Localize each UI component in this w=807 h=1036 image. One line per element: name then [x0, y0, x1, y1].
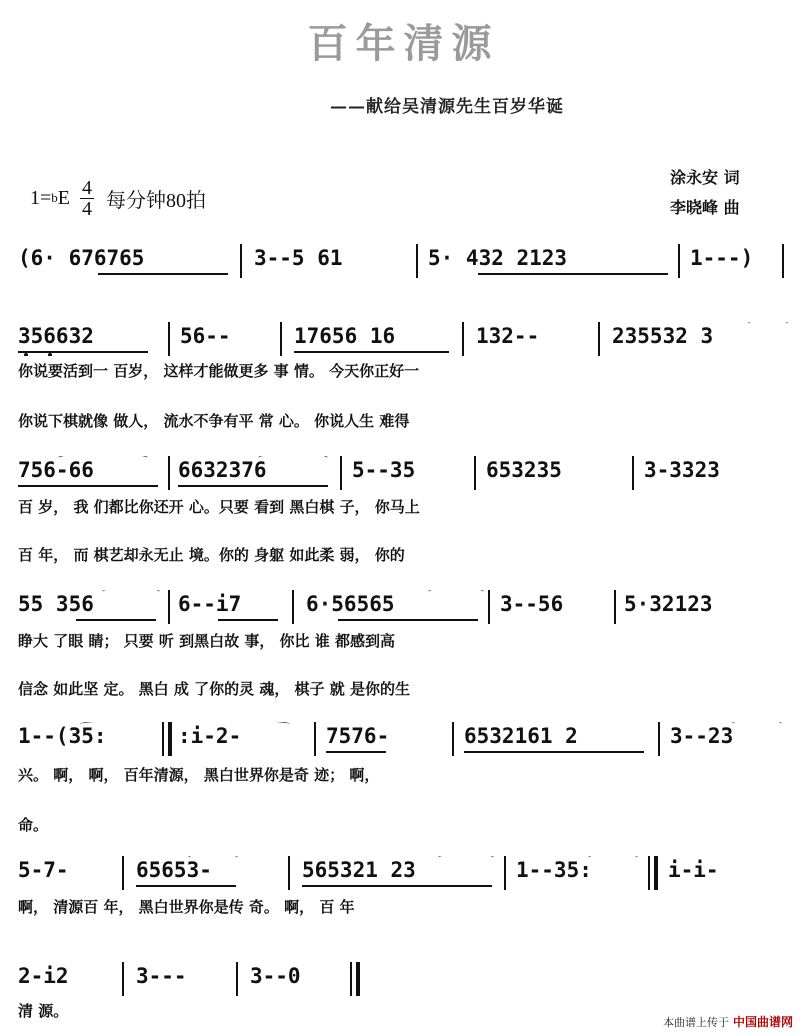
barline: [474, 456, 476, 490]
underline: [294, 351, 449, 353]
underline: [76, 619, 156, 621]
lyric-line: 你说要活到一 百岁， 这样才能做更多 事 情。 今天你正好一: [18, 362, 420, 380]
barline: [280, 322, 282, 356]
measure: 6--i7: [178, 592, 242, 616]
measure: 65653-: [136, 858, 212, 882]
measure: 55 356: [18, 592, 94, 616]
measure: 653235: [486, 458, 562, 482]
measure: 3--23: [670, 724, 734, 748]
credits: [670, 163, 740, 223]
barline: [488, 590, 490, 624]
barline: [350, 962, 352, 996]
barline: [122, 856, 124, 890]
measure: 565321 23: [302, 858, 416, 882]
measure: 17656 16: [294, 324, 396, 348]
lyric-line: 你说下棋就像 做人， 流水不争有平 常 心。 你说人生 难得: [18, 412, 410, 430]
lyric-line: 清 源。: [18, 1002, 69, 1020]
time-den: 4: [82, 197, 92, 220]
slur: [58, 456, 148, 464]
barline: [678, 244, 680, 278]
low-dot: [24, 353, 28, 356]
barline: [504, 856, 506, 890]
music-row-2: [18, 322, 790, 356]
measure: 5--35: [352, 458, 416, 482]
lyric-line: 信念 如此坚 定。 黑白 成 了你的灵 魂， 棋子 就 是你的生: [18, 680, 411, 698]
measure: 1--35:: [516, 858, 592, 882]
measure: 1--(35:: [18, 724, 107, 748]
measure: 5· 432 2123: [428, 246, 568, 270]
measure: 356632: [18, 324, 94, 348]
music-row-3: [18, 456, 790, 490]
key-signature: [30, 176, 206, 220]
slur: [748, 322, 788, 330]
measure: 6·56565: [306, 592, 395, 616]
footer-text: 本曲谱上传于: [662, 1015, 729, 1029]
measure: 2-i2: [18, 964, 69, 988]
key-prefix: 1=: [30, 186, 52, 209]
measure: 3--0: [250, 964, 301, 988]
barline: [122, 962, 124, 996]
measure: 132--: [476, 324, 540, 348]
measure: 3--56: [500, 592, 564, 616]
final-barline: [356, 962, 360, 996]
lyric-line: 睁大 了眼 睛； 只要 听 到黑白故 事， 你比 谁 都感到高: [18, 632, 396, 650]
repeat-barline: [654, 856, 658, 890]
measure: 756-66: [18, 458, 94, 482]
song-title: 百年清源: [307, 20, 500, 67]
barline: [416, 244, 418, 278]
measure: 6532161 2: [464, 724, 578, 748]
measure: 5-7-: [18, 858, 69, 882]
music-row-4: [18, 590, 790, 624]
lyric-line: 百 岁， 我 们都比你还开 心。只要 看到 黑白棋 子， 你马上: [18, 498, 420, 516]
underline: [136, 885, 236, 887]
measure: :i-2-: [178, 724, 242, 748]
barline: [452, 722, 454, 756]
measure: 3--5 61: [254, 246, 343, 270]
barline: [340, 456, 342, 490]
lyric-line: 啊， 清源百 年， 黑白世界你是传 奇。 啊， 百 年: [18, 898, 355, 916]
lyric-line: 兴。 啊， 啊， 百年清源， 黑白世界你是奇 迹； 啊，: [18, 766, 380, 784]
barline: [292, 590, 294, 624]
slur: [258, 456, 328, 464]
barline: [288, 856, 290, 890]
low-dot: [48, 353, 52, 356]
slur: [438, 856, 494, 864]
music-row-7: [18, 962, 790, 996]
barline: [782, 244, 784, 278]
measure: i-i-: [668, 858, 719, 882]
footer: [663, 1013, 793, 1030]
barline: [658, 722, 660, 756]
key-note: E: [57, 186, 70, 209]
barline: [168, 590, 170, 624]
underline: [478, 273, 668, 275]
barline: [240, 244, 242, 278]
barline: [648, 856, 650, 890]
slur: [22, 962, 102, 968]
lyric-line: 百 年， 而 棋艺却永无止 境。你的 身躯 如此柔 弱， 你的: [18, 546, 405, 564]
tie: [136, 962, 336, 968]
measure: (6· 676765: [18, 246, 145, 270]
slur: [80, 722, 290, 730]
barline: [168, 456, 170, 490]
song-subtitle: ——献给吴清源先生百岁华诞: [330, 97, 564, 117]
measure: 235532 3: [612, 324, 714, 348]
slur: [428, 590, 484, 598]
barline: [314, 722, 316, 756]
music-row-5: [18, 722, 790, 756]
measure: 5·32123: [624, 592, 713, 616]
composer: 李晓峰 曲: [670, 198, 740, 217]
barline: [614, 590, 616, 624]
underline: [326, 751, 386, 753]
underline: [302, 885, 492, 887]
underline: [18, 485, 158, 487]
measure: 3---: [136, 964, 187, 988]
barline: [632, 456, 634, 490]
time-num: 4: [82, 176, 92, 199]
measure: 1---): [690, 246, 754, 270]
underline: [338, 619, 478, 621]
underline: [98, 273, 228, 275]
underline: [18, 351, 148, 353]
lyricist: 涂永安 词: [670, 168, 740, 187]
underline: [178, 485, 328, 487]
measure: 7576-: [326, 724, 390, 748]
barline: [598, 322, 600, 356]
lyric-line: 命。: [18, 816, 49, 834]
key-flat: b: [51, 190, 58, 205]
measure: 6632376: [178, 458, 267, 482]
barline: [462, 322, 464, 356]
measure: 56--: [180, 324, 231, 348]
slur: [732, 722, 782, 730]
music-row-6: [18, 856, 790, 890]
music-row-1: [18, 244, 790, 278]
barline: [168, 322, 170, 356]
time-signature: [80, 178, 94, 219]
slur: [588, 856, 638, 864]
slur: [102, 590, 160, 598]
underline: [218, 619, 278, 621]
site-logo[interactable]: 中国曲谱网: [732, 1015, 793, 1029]
slur: [188, 856, 238, 864]
underline: [464, 751, 644, 753]
tempo-marking: 每分钟80拍: [106, 189, 206, 212]
measure: 3-3323: [644, 458, 720, 482]
